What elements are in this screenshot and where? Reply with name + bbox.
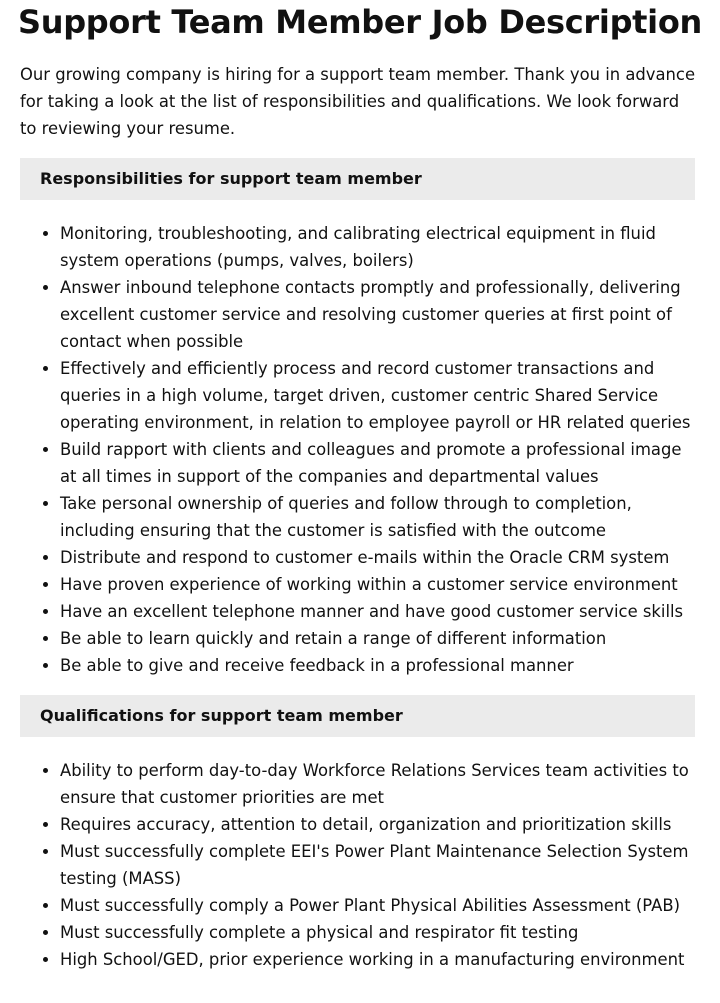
list-item: • Be able to learn quickly and retain a range of different information (60, 625, 700, 652)
intro-paragraph: Our growing company is hiring for a support team member. Thank you in advance for taking a look at the list of responsibilities and qualifications. We look forward to reviewing your resume. (20, 65, 696, 138)
list-item: • Have an excellent telephone manner and have good customer service skills (60, 598, 700, 625)
list-item: • Must successfully complete a physical and respirator fit testing (60, 919, 700, 946)
responsibilities-heading: Responsibilities for support team member (20, 158, 695, 200)
list-item: • Have proven experience of working within a customer service environment (60, 571, 700, 598)
list-item: • Answer inbound telephone contacts promptly and professionally, delivering excellent customer service and resolving customer queries at first point of contact when possible (60, 274, 700, 355)
page-title: Support Team Member Job Description (17, 3, 703, 41)
list-item: • Distribute and respond to customer e-mails within the Oracle CRM system (60, 544, 700, 571)
list-item: • Must successfully complete EEI's Power Plant Maintenance Selection System testing (MASS) (60, 838, 700, 892)
list-item: • Must successfully comply a Power Plant Physical Abilities Assessment (PAB) (60, 892, 700, 919)
list-item: • Build rapport with clients and colleagues and promote a professional image at all times in support of the companies and departmental values (60, 436, 700, 490)
qualifications-list (20, 757, 700, 973)
list-item: • Take personal ownership of queries and follow through to completion, including ensuring that the customer is satisfied with the outcome (60, 490, 700, 544)
list-item: • Effectively and efficiently process and record customer transactions and queries in a high volume, target driven, customer centric Shared Service operating environment, in relation to employee payroll or HR related queries (60, 355, 700, 436)
list-item: • Monitoring, troubleshooting, and calibrating electrical equipment in fluid system operations (pumps, valves, boilers) (60, 220, 700, 274)
list-item: • Be able to give and receive feedback in a professional manner (60, 652, 700, 679)
list-item: • Ability to perform day-to-day Workforce Relations Services team activities to ensure that customer priorities are met (60, 757, 700, 811)
responsibilities-list (20, 220, 700, 679)
list-item: • High School/GED, prior experience working in a manufacturing environment (60, 946, 700, 973)
qualifications-heading: Qualifications for support team member (20, 695, 695, 737)
list-item: • Requires accuracy, attention to detail, organization and prioritization skills (60, 811, 700, 838)
